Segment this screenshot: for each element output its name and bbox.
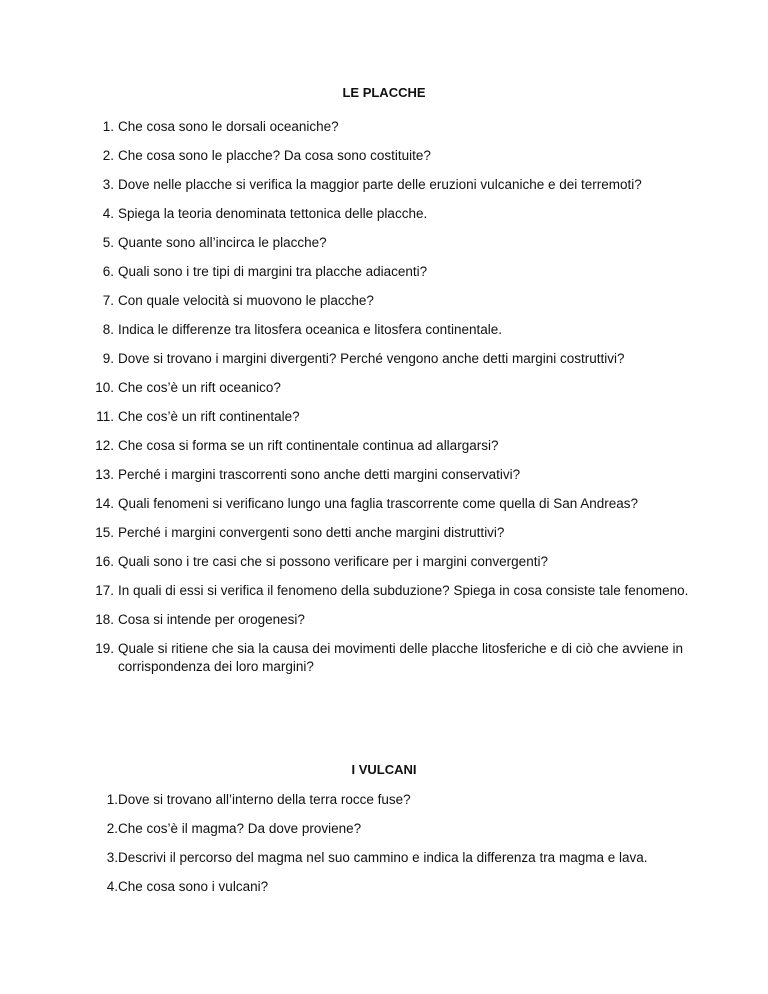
question-number: 4. bbox=[102, 206, 114, 221]
question-item bbox=[0, 321, 768, 339]
question-item bbox=[0, 524, 768, 542]
question-text: Perché i margini convergenti sono detti anche margini distruttivi? bbox=[118, 525, 505, 540]
question-list-placche bbox=[0, 118, 768, 687]
question-text: Che cos’è un rift continentale? bbox=[118, 409, 300, 424]
question-item bbox=[0, 379, 768, 397]
question-text: Che cosa sono i vulcani? bbox=[118, 879, 269, 894]
question-number: 7. bbox=[102, 293, 114, 308]
question-number: 2. bbox=[102, 148, 114, 163]
question-number: 14. bbox=[95, 496, 114, 511]
question-item bbox=[0, 408, 768, 426]
question-number: 3. bbox=[106, 850, 118, 865]
section-title-placche: LE PLACCHE bbox=[342, 85, 426, 100]
question-number: 9. bbox=[102, 351, 114, 366]
question-number: 19. bbox=[95, 641, 114, 656]
question-text: Spiega la teoria denominata tettonica delle placche. bbox=[118, 206, 428, 221]
question-number: 10. bbox=[95, 380, 114, 395]
question-text: Dove si trovano all’interno della terra rocce fuse? bbox=[118, 792, 411, 807]
question-number: 12. bbox=[95, 438, 114, 453]
question-item bbox=[0, 350, 768, 368]
question-number: 11. bbox=[96, 409, 114, 424]
question-item bbox=[0, 553, 768, 571]
question-number: 15. bbox=[95, 525, 114, 540]
question-number: 16. bbox=[95, 554, 114, 569]
question-text: Che cos’è un rift oceanico? bbox=[118, 380, 281, 395]
question-text: Che cos’è il magma? Da dove proviene? bbox=[118, 821, 362, 836]
question-text: Con quale velocità si muovono le placche? bbox=[118, 293, 374, 308]
question-item bbox=[0, 791, 768, 809]
question-text: Dove nelle placche si verifica la maggior parte delle eruzioni vulcaniche e dei terremoti? bbox=[118, 177, 642, 192]
question-item bbox=[0, 582, 768, 600]
question-number: 1. bbox=[106, 792, 118, 807]
question-list-vulcani bbox=[0, 791, 768, 907]
question-number: 8. bbox=[102, 322, 114, 337]
question-number: 17. bbox=[95, 583, 114, 598]
question-text: Indica le differenze tra litosfera oceanica e litosfera continentale. bbox=[118, 322, 502, 337]
question-text: Quali sono i tre tipi di margini tra placche adiacenti? bbox=[118, 264, 428, 279]
question-item bbox=[0, 878, 768, 896]
section-title-vulcani: I VULCANI bbox=[351, 762, 417, 777]
question-number: 4. bbox=[106, 879, 118, 894]
question-item bbox=[0, 437, 768, 455]
question-item bbox=[0, 176, 768, 194]
question-number: 18. bbox=[95, 612, 114, 627]
question-text: Descrivi il percorso del magma nel suo cammino e indica la differenza tra magma e lava. bbox=[118, 850, 648, 865]
question-text: Dove si trovano i margini divergenti? Perché vengono anche detti margini costruttivi? bbox=[118, 351, 625, 366]
question-item bbox=[0, 205, 768, 223]
question-number: 13. bbox=[95, 467, 114, 482]
question-text: Che cosa si forma se un rift continentale continua ad allargarsi? bbox=[118, 438, 499, 453]
question-item bbox=[0, 263, 768, 281]
question-text: Quali fenomeni si verificano lungo una faglia trascorrente come quella di San Andreas? bbox=[118, 496, 639, 511]
question-number: 1. bbox=[102, 119, 114, 134]
question-item bbox=[0, 611, 768, 629]
question-item bbox=[0, 292, 768, 310]
question-number: 3. bbox=[102, 177, 114, 192]
question-text: Che cosa sono le placche? Da cosa sono costituite? bbox=[118, 148, 431, 163]
question-item bbox=[0, 495, 768, 513]
question-item bbox=[0, 234, 768, 252]
question-item bbox=[0, 820, 768, 838]
question-text: Quante sono all’incirca le placche? bbox=[118, 235, 327, 250]
question-item bbox=[0, 466, 768, 484]
question-item bbox=[0, 640, 768, 676]
question-item bbox=[0, 118, 768, 136]
question-item bbox=[0, 849, 768, 867]
question-item bbox=[0, 147, 768, 165]
question-number: 2. bbox=[106, 821, 118, 836]
question-text: Perché i margini trascorrenti sono anche detti margini conservativi? bbox=[118, 467, 521, 482]
question-text: Che cosa sono le dorsali oceaniche? bbox=[118, 119, 339, 134]
question-text: Quali sono i tre casi che si possono verificare per i margini convergenti? bbox=[118, 554, 548, 569]
question-number: 5. bbox=[102, 235, 114, 250]
question-text: Quale si ritiene che sia la causa dei movimenti delle placche litosferiche e di ciò che avviene in corrispondenza dei loro margini? bbox=[118, 641, 684, 674]
question-text: In quali di essi si verifica il fenomeno della subduzione? Spiega in cosa consiste tale fenomeno. bbox=[118, 583, 689, 598]
question-number: 6. bbox=[102, 264, 114, 279]
question-text: Cosa si intende per orogenesi? bbox=[118, 612, 305, 627]
